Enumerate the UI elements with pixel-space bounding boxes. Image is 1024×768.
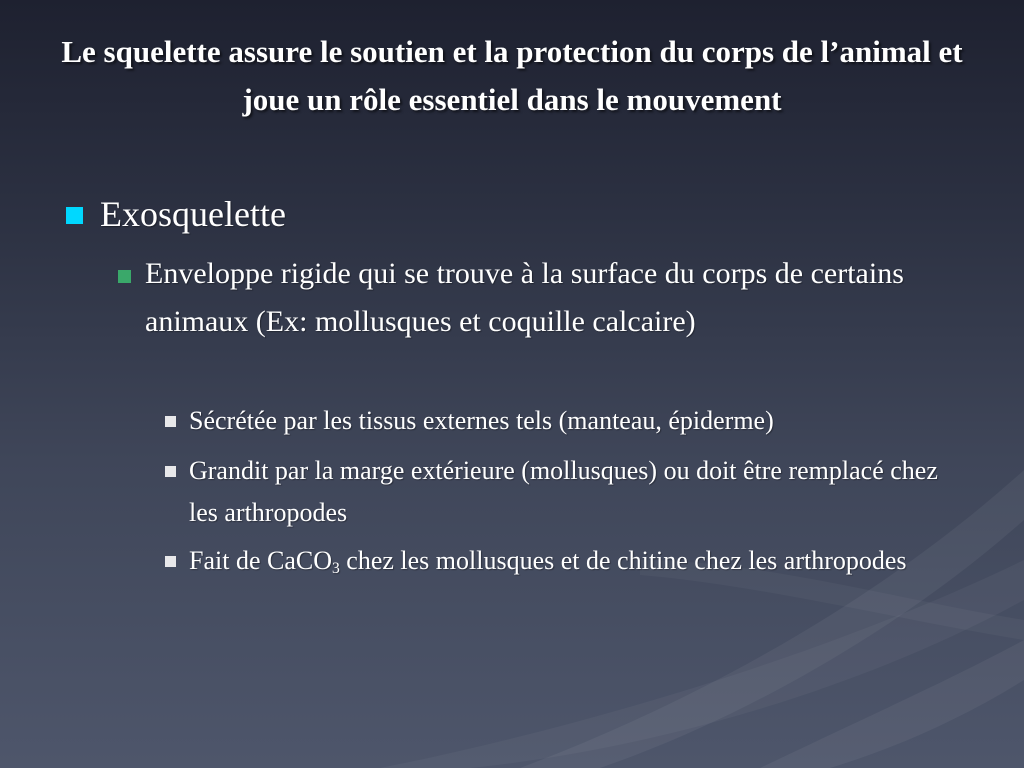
square-bullet-icon bbox=[165, 556, 176, 567]
bullet-level3-text bbox=[189, 540, 907, 582]
square-bullet-icon bbox=[165, 466, 176, 477]
slide-title: Le squelette assure le soutien et la protection du corps de l’animal et joue un rôle essentiel dans le mouvement bbox=[61, 34, 963, 117]
bullet-level1-exosquelette bbox=[66, 190, 286, 238]
bullet-level3-secretee bbox=[165, 400, 955, 442]
bullet-level3-text: Grandit par la marge extérieure (mollusques) ou doit être remplacé chez les arthropodes bbox=[189, 456, 938, 527]
caco3-suffix: chez les mollusques et de chitine chez les arthropodes bbox=[339, 546, 907, 575]
square-bullet-icon bbox=[66, 207, 83, 224]
bullet-level2-text: Enveloppe rigide qui se trouve à la surface du corps de certains animaux (Ex: mollusques et coquille calcaire) bbox=[145, 257, 904, 338]
caco3-subscript: 3 bbox=[332, 559, 340, 577]
bullet-level1-text: Exosquelette bbox=[100, 194, 286, 234]
bullet-level2-enveloppe bbox=[118, 250, 948, 346]
bullet-level3-text: Sécrétée par les tissus externes tels (manteau, épiderme) bbox=[189, 406, 774, 435]
bullet-level3-caco3 bbox=[165, 540, 955, 582]
square-bullet-icon bbox=[118, 270, 131, 283]
caco3-prefix: Fait de CaCO bbox=[189, 546, 332, 575]
bullet-level3-grandit bbox=[165, 450, 955, 534]
square-bullet-icon bbox=[165, 416, 176, 427]
